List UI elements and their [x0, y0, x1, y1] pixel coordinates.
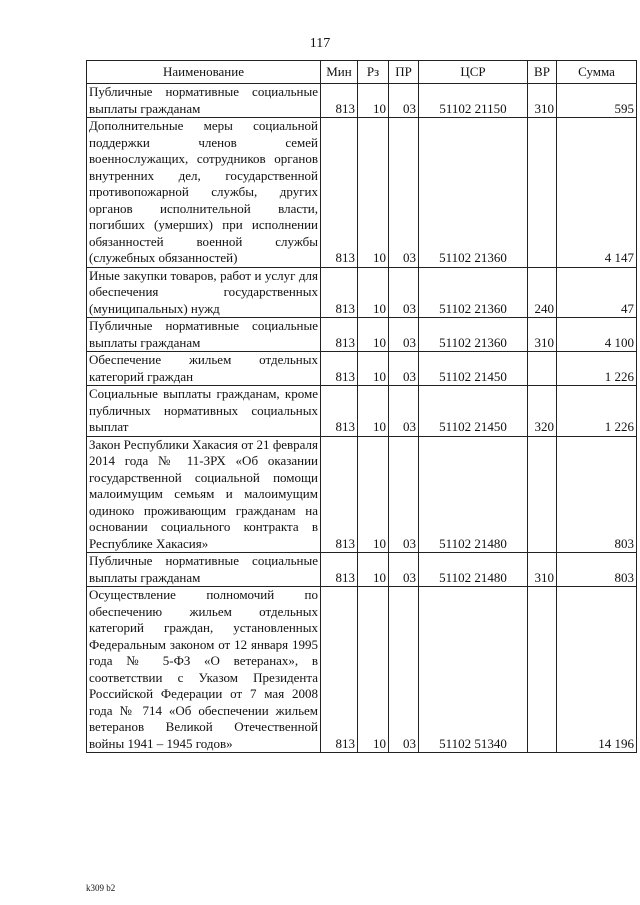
row-vr: [528, 352, 557, 386]
row-sum: 1 226: [557, 352, 637, 386]
table-row: [87, 352, 637, 386]
row-rz: 10: [358, 318, 389, 352]
row-min: 813: [321, 386, 358, 437]
row-csr: 51102 21450: [419, 386, 528, 437]
row-pr: 03: [389, 553, 419, 587]
row-vr: 310: [528, 553, 557, 587]
row-csr: 51102 21360: [419, 267, 528, 318]
row-name: Публичные нормативные социальные выплаты гражданам: [87, 84, 321, 118]
header-name: Наименование: [87, 61, 321, 84]
row-csr: 51102 21480: [419, 436, 528, 553]
row-vr: [528, 436, 557, 553]
table-row: [87, 318, 637, 352]
row-min: 813: [321, 84, 358, 118]
row-csr: 51102 51340: [419, 587, 528, 753]
row-rz: 10: [358, 553, 389, 587]
row-vr: [528, 587, 557, 753]
row-name: Обеспечение жильем отдельных категорий граждан: [87, 352, 321, 386]
row-rz: 10: [358, 436, 389, 553]
row-name: Дополнительные меры социальной поддержки членов семей военнослужащих, сотрудников органов внутренних дел, государственной противопожарной службы, других органов исполнительной власти, погибших (умерших) при исполнении обязанностей военной службы (служебных обязанностей): [87, 118, 321, 268]
row-sum: 14 196: [557, 587, 637, 753]
row-name: Социальные выплаты гражданам, кроме публичных нормативных социальных выплат: [87, 386, 321, 437]
row-rz: 10: [358, 118, 389, 268]
row-min: 813: [321, 318, 358, 352]
row-pr: 03: [389, 436, 419, 553]
row-min: 813: [321, 352, 358, 386]
row-csr: 51102 21480: [419, 553, 528, 587]
header-min: Мин: [321, 61, 358, 84]
table-row: [87, 587, 637, 753]
row-rz: 10: [358, 84, 389, 118]
row-pr: 03: [389, 352, 419, 386]
header-csr: ЦСР: [419, 61, 528, 84]
row-min: 813: [321, 118, 358, 268]
table-row: [87, 386, 637, 437]
row-name: Публичные нормативные социальные выплаты гражданам: [87, 318, 321, 352]
row-sum: 803: [557, 436, 637, 553]
row-pr: 03: [389, 118, 419, 268]
row-vr: 310: [528, 84, 557, 118]
header-vr: ВР: [528, 61, 557, 84]
budget-table: [86, 60, 637, 753]
header-rz: Рз: [358, 61, 389, 84]
table-row: [87, 436, 637, 553]
page-number: 117: [309, 36, 331, 51]
table-row: [87, 84, 637, 118]
row-sum: 1 226: [557, 386, 637, 437]
row-rz: 10: [358, 267, 389, 318]
row-pr: 03: [389, 318, 419, 352]
row-sum: 4 147: [557, 118, 637, 268]
row-csr: 51102 21150: [419, 84, 528, 118]
row-min: 813: [321, 587, 358, 753]
row-pr: 03: [389, 386, 419, 437]
row-name: Публичные нормативные социальные выплаты гражданам: [87, 553, 321, 587]
row-sum: 803: [557, 553, 637, 587]
row-pr: 03: [389, 84, 419, 118]
footer-code: k309 b2: [86, 883, 116, 893]
row-vr: [528, 118, 557, 268]
table-row: [87, 118, 637, 268]
row-csr: 51102 21360: [419, 118, 528, 268]
row-csr: 51102 21450: [419, 352, 528, 386]
table-row: [87, 267, 637, 318]
row-name: Закон Республики Хакасия от 21 февраля 2014 года № 11-ЗРХ «Об оказании государственной социальной помощи малоимущим семьям и малоимущим одиноко проживающим гражданам на основании социального контракта в Республике Хакасия»: [87, 436, 321, 553]
row-sum: 595: [557, 84, 637, 118]
row-min: 813: [321, 267, 358, 318]
row-name: Иные закупки товаров, работ и услуг для обеспечения государственных (муниципальных) нужд: [87, 267, 321, 318]
row-sum: 4 100: [557, 318, 637, 352]
row-rz: 10: [358, 352, 389, 386]
row-min: 813: [321, 436, 358, 553]
row-name: Осуществление полномочий по обеспечению жильем отдельных категорий граждан, установленных Федеральным законом от 12 января 1995 года № 5-ФЗ «О ветеранах», в соответствии с Указом Президента Российской Федерации от 7 мая 2008 года № 714 «Об обеспечении жильем ветеранов Великой Отечественной войны 1941 – 1945 годов»: [87, 587, 321, 753]
row-pr: 03: [389, 267, 419, 318]
row-csr: 51102 21360: [419, 318, 528, 352]
table-row: [87, 553, 637, 587]
header-pr: ПР: [389, 61, 419, 84]
table-header-row: [87, 61, 637, 84]
row-vr: 320: [528, 386, 557, 437]
row-vr: 240: [528, 267, 557, 318]
row-rz: 10: [358, 386, 389, 437]
row-rz: 10: [358, 587, 389, 753]
row-pr: 03: [389, 587, 419, 753]
row-vr: 310: [528, 318, 557, 352]
header-sum: Сумма: [557, 61, 637, 84]
row-min: 813: [321, 553, 358, 587]
row-sum: 47: [557, 267, 637, 318]
